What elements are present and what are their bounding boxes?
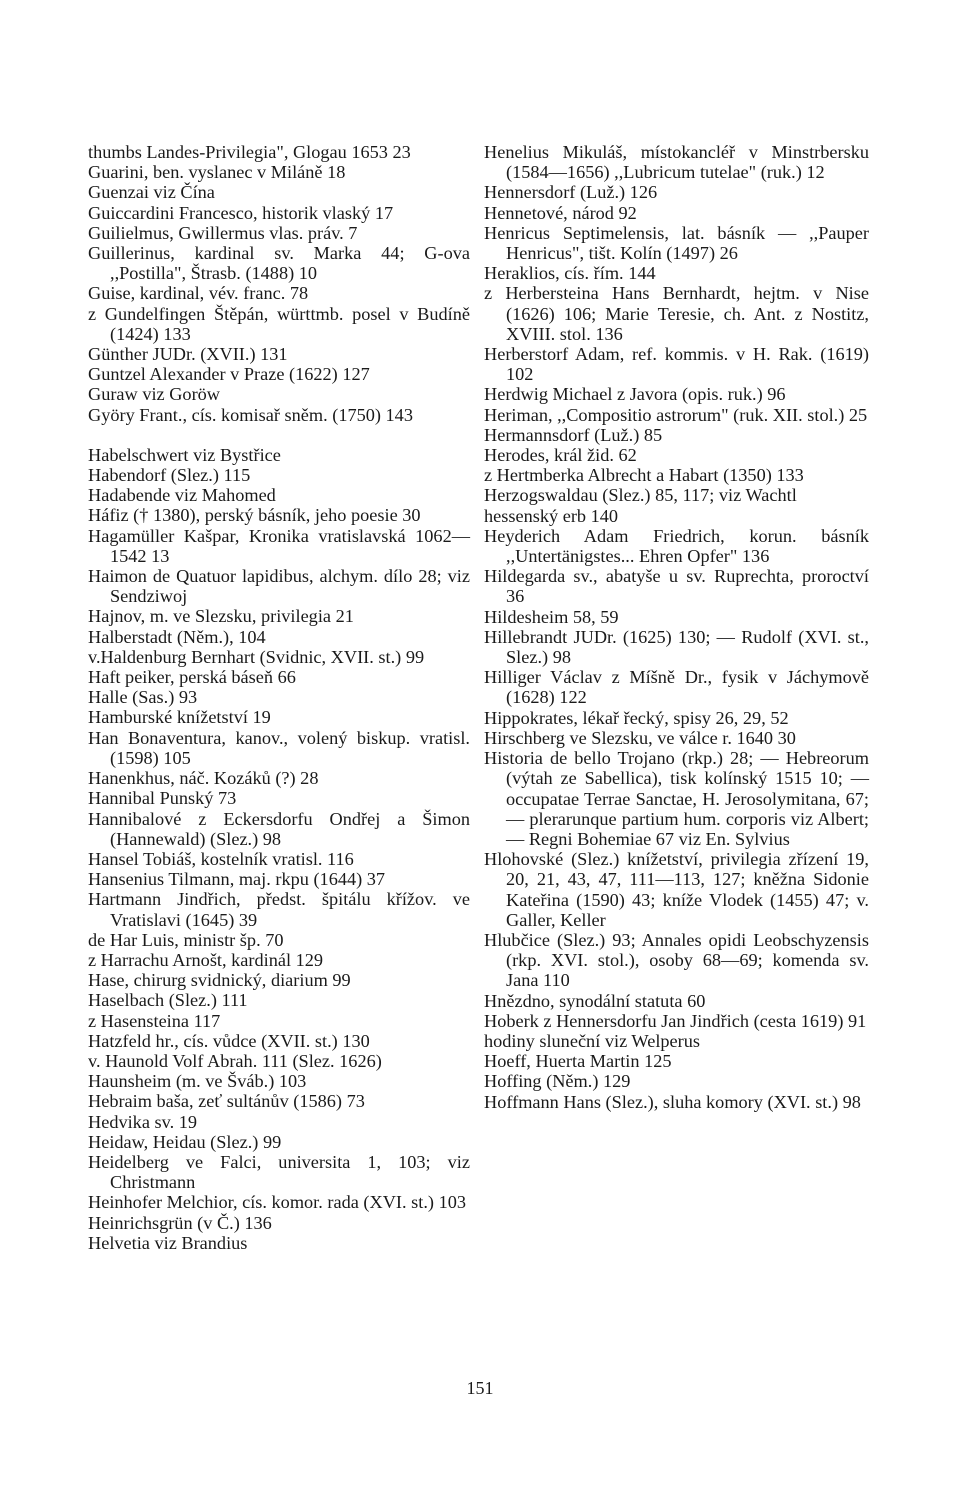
- index-entry: Hebraim baša, zeť sultánův (1586) 73: [88, 1091, 365, 1112]
- index-entry: Hannibalové z Eckersdorfu Ondřej a Šimon (Hannewald) (Slez.) 98: [88, 808, 470, 849]
- index-entry: thumbs Landes-Privilegia", Glogau 1653 23: [88, 142, 411, 162]
- index-entry: Hadabende viz Mahomed: [88, 485, 276, 506]
- index-entry: Heidaw, Heidau (Slez.) 99: [88, 1131, 282, 1152]
- index-entry: Herodes, král žid. 62: [484, 445, 637, 466]
- index-entry: Han Bonaventura, kanov., volený biskup. vratisl. (1598) 105: [88, 727, 470, 768]
- index-entry: hessenský erb 140: [484, 505, 619, 526]
- index-entry: Háfiz († 1380), perský básník, jeho poesie 30: [88, 505, 421, 526]
- index-entry: Haunsheim (m. ve Šváb.) 103: [88, 1071, 307, 1092]
- index-entry: Guenzai viz Čína: [88, 182, 215, 203]
- index-entry: z Hertmberka Albrecht a Habart (1350) 133: [484, 465, 804, 486]
- index-entry: Halberstadt (Něm.), 104: [88, 626, 266, 647]
- index-entry: Historia de bello Trojano (rkp.) 28; — Hebreorum (výtah ze Sabellica), tisk kolínský 1515 10; — occupatae Terrae Sanctae, H. Jerosolymitana, 67; — plerarunque partium hum. corporis viz Albert; — Regni Bohemiae 67 viz En. Sylvius: [484, 748, 869, 849]
- index-entry: Hajnov, m. ve Slezsku, privilegia 21: [88, 606, 354, 627]
- index-entry: Hnězdno, synodální statuta 60: [484, 990, 706, 1011]
- index-entry: Hildesheim 58, 59: [484, 606, 619, 627]
- page-number: 151: [466, 1378, 494, 1398]
- index-entry: z Hasensteina 117: [88, 1010, 221, 1031]
- index-entry: Hlohovské (Slez.) knížetství, privilegia zřízení 19, 20, 21, 43, 47, 111—113, 127; kněžna Sidonie Kateřina (1590) 43; kníže Vlodek (1455) 47; v. Galler, Keller: [484, 849, 869, 930]
- index-entry: de Har Luis, ministr šp. 70: [88, 929, 284, 950]
- index-entry: Hildegarda sv., abatyše u sv. Ruprechta, proroctví 36: [484, 566, 869, 607]
- index-entry: Hatzfeld hr., cís. vůdce (XVII. st.) 130: [88, 1030, 370, 1051]
- right-index-column: [484, 142, 869, 1112]
- index-entry: Halle (Sas.) 93: [88, 687, 198, 708]
- section-gap: [88, 425, 470, 445]
- index-entry: Heriman, ,,Compositio astrorum" (ruk. XII. stol.) 25: [484, 404, 868, 425]
- index-entry: Hoffmann Hans (Slez.), sluha komory (XVI. st.) 98: [484, 1091, 861, 1112]
- index-entry: Hirschberg ve Slezsku, ve válce r. 1640 30: [484, 727, 796, 748]
- index-entry: Hansel Tobiáš, kostelník vratisl. 116: [88, 848, 354, 869]
- index-entry: Guilielmus, Gwillermus vlas. práv. 7: [88, 222, 358, 243]
- index-entry: Heyderich Adam Friedrich, korun. básník ,,Untertänigstes... Ehren Opfer" 136: [484, 525, 869, 567]
- index-entry: Hennetové, národ 92: [484, 202, 637, 223]
- index-entry: Hoffing (Něm.) 129: [484, 1071, 631, 1092]
- index-entry: Herzogswaldau (Slez.) 85, 117; viz Wachtl: [484, 485, 797, 506]
- index-entry: Herdwig Michael z Javora (opis. ruk.) 96: [484, 384, 786, 405]
- index-entry: Hamburské knížetství 19: [88, 707, 271, 728]
- index-entry: Hartmann Jindřich, předst. špitálu křížov. ve Vratislavi (1645) 39: [88, 889, 470, 930]
- index-entry: Hoeff, Huerta Martin 125: [484, 1051, 672, 1072]
- index-entry: Habendorf (Slez.) 115: [88, 465, 251, 486]
- index-entry: Heinhofer Melchior, cís. komor. rada (XVI. st.) 103: [88, 1192, 466, 1213]
- index-entry: Hermannsdorf (Luž.) 85: [484, 424, 663, 445]
- index-entry: Guise, kardinal, vév. franc. 78: [88, 283, 309, 304]
- index-entry: Hagamüller Kašpar, Kronika vratislavská 1062—1542 13: [88, 525, 470, 566]
- index-entry: Hedvika sv. 19: [88, 1111, 197, 1132]
- index-entry: v. Haunold Volf Abrah. 111 (Slez. 1626): [88, 1050, 382, 1071]
- index-entry: Hannibal Punský 73: [88, 788, 237, 809]
- index-entry: Haselbach (Slez.) 111: [88, 990, 248, 1011]
- index-entry: Heraklios, cís. řím. 144: [484, 263, 656, 284]
- index-entry: Günther JUDr. (XVII.) 131: [88, 344, 288, 365]
- index-entry: Hlubčice (Slez.) 93; Annales opidi Leobschyzensis (rkp. XVI. stol.), osoby 68—69; komenda sv. Jana 110: [484, 929, 869, 991]
- index-entry: Hanenkhus, náč. Kozáků (?) 28: [88, 768, 319, 789]
- index-entry: Hansenius Tilmann, maj. rkpu (1644) 37: [88, 869, 386, 890]
- index-entry: Habelschwert viz Bystřice: [88, 444, 281, 465]
- index-entry: Hillebrandt JUDr. (1625) 130; — Rudolf (XVI. st., Slez.) 98: [484, 626, 869, 668]
- index-entry: Herberstorf Adam, ref. kommis. v H. Rak. (1619) 102: [484, 344, 869, 385]
- index-entry: z Herbersteina Hans Bernhardt, hejtm. v Nise (1626) 106; Marie Teresie, ch. Ant. z Nostitz, XVIII. stol. 136: [484, 283, 869, 344]
- index-entry: Guiccardini Francesco, historik vlaský 17: [88, 202, 394, 223]
- index-entry: hodiny sluneční viz Welperus: [484, 1030, 700, 1051]
- index-entry: Heinrichsgrün (v Č.) 136: [88, 1212, 272, 1233]
- index-entry: Guraw viz Goröw: [88, 384, 220, 405]
- index-entry: Henricus Septimelensis, lat. básník — ,,Pauper Henricus", tišt. Kolín (1497) 26: [484, 222, 869, 264]
- index-entry: Hennersdorf (Luž.) 126: [484, 182, 658, 203]
- index-entry: Györy Frant., cís. komisař sněm. (1750) 143: [88, 404, 413, 425]
- index-entry: z Harrachu Arnošt, kardinál 129: [88, 949, 324, 970]
- left-index-column: [88, 142, 470, 1253]
- index-entry: z Gundelfingen Štěpán, württmb. posel v Budíně (1424) 133: [88, 303, 470, 344]
- index-entry: Hippokrates, lékař řecký, spisy 26, 29, 52: [484, 707, 789, 728]
- index-entry: Helvetia viz Brandius: [88, 1232, 248, 1253]
- index-entry: Haimon de Quatuor lapidibus, alchym. dílo 28; viz Sendziwoj: [88, 566, 470, 607]
- index-entry: Henelius Mikuláš, místokancléř v Minstrbersku (1584—1656) ,,Lubricum tutelae" (ruk.) 12: [484, 142, 869, 183]
- index-entry: Hoberk z Hennersdorfu Jan Jindřich (cesta 1619) 91: [484, 1010, 867, 1031]
- index-entry: Hase, chirurg svidnický, diarium 99: [88, 970, 351, 991]
- index-entry: Heidelberg ve Falci, universita 1, 103; viz Christmann: [88, 1151, 470, 1193]
- index-entry: v.Haldenburg Bernhart (Svidnic, XVII. st.) 99: [88, 646, 425, 667]
- index-entry: Guillerinus, kardinal sv. Marka 44; G-ova ,,Postilla", Štrasb. (1488) 10: [88, 243, 470, 284]
- index-entry: Hilliger Václav z Míšně Dr., fysik v Jáchymově (1628) 122: [484, 667, 869, 708]
- index-entry: Guntzel Alexander v Praze (1622) 127: [88, 364, 370, 385]
- index-entry: Haft peiker, perská báseň 66: [88, 667, 296, 688]
- index-entry: Guarini, ben. vyslanec v Miláně 18: [88, 162, 346, 183]
